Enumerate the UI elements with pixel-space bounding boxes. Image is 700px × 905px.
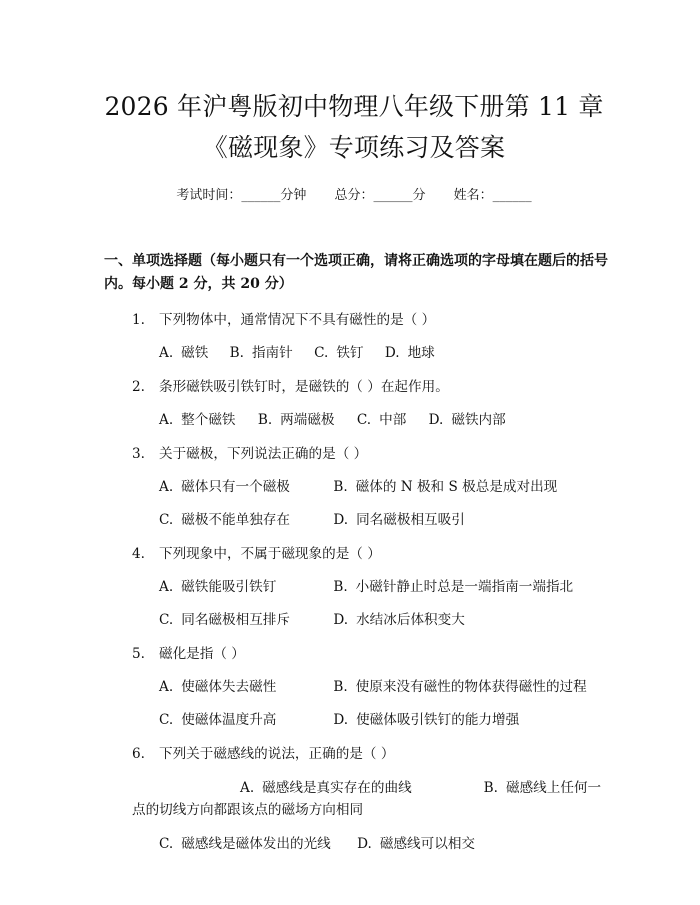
exam-info-line [104, 187, 604, 205]
option-row [159, 834, 604, 854]
question-text: 条形磁铁吸引铁钉时，是磁铁的（ ）在起作用。 [159, 379, 449, 395]
question-3 [132, 444, 604, 530]
option-a: A. 磁感线是真实存在的曲线 [240, 780, 412, 796]
option-c: C. 中部 [356, 412, 407, 428]
document-title-line-1: 2026 年沪粤版初中物理八年级下册第 11 章 [104, 92, 604, 121]
option-a: A. 磁铁能吸引铁钉 [159, 579, 277, 595]
question-text: 下列现象中，不属于磁现象的是（ ） [159, 546, 381, 562]
option-d: D. 同名磁极相互吸引 [333, 512, 465, 528]
document-title-line-2: 《磁现象》专项练习及答案 [202, 133, 506, 162]
section-heading: 一、单项选择题（每小题只有一个选项正确，请将正确选项的字母填在题后的括号内。每小题 2 分，共 20 分） [104, 253, 608, 292]
option-b: B. 使原来没有磁性的物体获得磁性的过程 [333, 679, 587, 695]
document-title [104, 0, 604, 168]
option-a: A. 磁铁 [159, 345, 209, 361]
student-name-field: 姓名：______ [453, 188, 532, 203]
question-stem [132, 310, 604, 330]
question-text: 下列物体中，通常情况下不具有磁性的是（ ） [159, 312, 436, 328]
option-a: A. 整个磁铁 [159, 412, 236, 428]
question-stem [132, 544, 604, 564]
option-b: B. 小磁针静止时总是一端指南一端指北 [333, 579, 574, 595]
total-score-field: 总分：______分 [334, 188, 426, 203]
option-c: C. 使磁体温度升高 [159, 712, 277, 728]
question-stem [132, 444, 604, 464]
exam-time-field: 考试时间：______分钟 [176, 188, 307, 203]
option-c: C. 同名磁极相互排斥 [159, 612, 290, 628]
option-row [159, 577, 604, 597]
question-stem [132, 644, 604, 664]
option-row [159, 610, 604, 630]
option-row [159, 510, 604, 530]
question-text: 下列关于磁感线的说法，正确的是（ ） [159, 746, 395, 762]
option-row [159, 677, 604, 697]
question-number: 5. [132, 646, 145, 662]
option-c: C. 磁极不能单独存在 [159, 512, 290, 528]
question-2 [132, 377, 604, 430]
question-number: 6. [132, 746, 145, 762]
question-number: 3. [132, 446, 145, 462]
question-number: 2. [132, 379, 145, 395]
question-4 [132, 544, 604, 630]
question-stem [132, 377, 604, 397]
option-b: B. 两端磁极 [257, 412, 335, 428]
question-6 [132, 744, 604, 854]
option-d: D. 地球 [384, 345, 435, 361]
question-stem [132, 744, 604, 764]
question-5 [132, 644, 604, 730]
option-b: B. 磁体的 N 极和 S 极总是成对出现 [333, 479, 558, 495]
question-text: 关于磁极，下列说法正确的是（ ） [159, 446, 368, 462]
option-d: D. 磁感线可以相交 [357, 836, 476, 852]
option-d: D. 水结冰后体积变大 [333, 612, 465, 628]
question-number: 1. [132, 312, 145, 328]
question-1 [132, 310, 604, 363]
option-row [159, 710, 604, 730]
option-row [159, 343, 604, 363]
option-a: A. 使磁体失去磁性 [159, 679, 277, 695]
question-number: 4. [132, 546, 145, 562]
option-c: C. 铁钉 [314, 345, 364, 361]
question-text: 磁化是指（ ） [159, 646, 245, 662]
option-c: C. 磁感线是磁体发出的光线 [159, 836, 331, 852]
option-row-wrapped [132, 777, 604, 821]
option-a: A. 磁体只有一个磁极 [159, 479, 290, 495]
option-d: D. 磁铁内部 [428, 412, 506, 428]
option-row [159, 477, 604, 497]
option-b: B. 磁感线上任何一点的切线方向都跟该点的磁场方向相同 [132, 780, 602, 818]
option-b: B. 指南针 [229, 345, 293, 361]
option-d: D. 使磁体吸引铁钉的能力增强 [333, 712, 520, 728]
option-row [159, 410, 604, 430]
